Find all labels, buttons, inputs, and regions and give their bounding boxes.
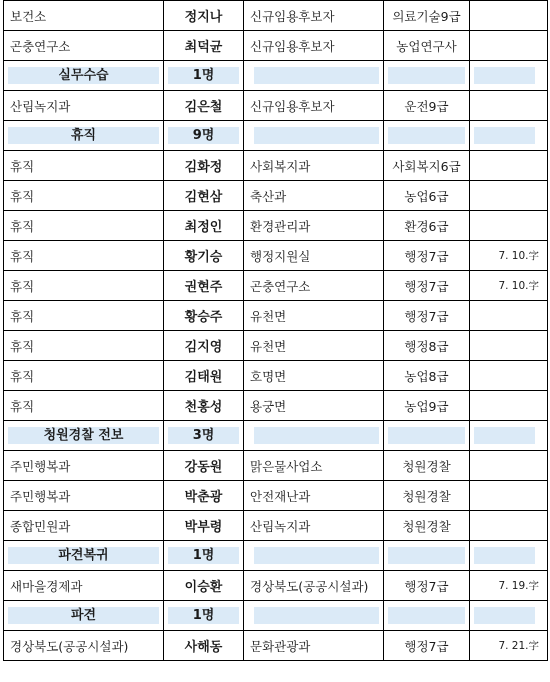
department-cell: 주민행복과 bbox=[4, 481, 164, 511]
section-empty-cell bbox=[474, 547, 535, 564]
grade-cell: 행정7급 bbox=[384, 271, 470, 301]
section-empty-cell bbox=[388, 547, 465, 564]
employee-name-cell: 김지영 bbox=[164, 331, 244, 361]
table-row bbox=[4, 391, 548, 421]
department-cell: 휴직 bbox=[4, 271, 164, 301]
destination-cell: 문화관광과 bbox=[244, 631, 384, 661]
employee-name-cell: 김은철 bbox=[164, 91, 244, 121]
employee-name-cell: 최덕균 bbox=[164, 31, 244, 61]
section-empty-cell-cell bbox=[244, 541, 384, 571]
table-row bbox=[4, 451, 548, 481]
note-cell bbox=[470, 301, 548, 331]
section-empty-cell bbox=[474, 427, 535, 444]
department-cell: 산림녹지과 bbox=[4, 91, 164, 121]
section-title: 청원경찰 전보 bbox=[8, 427, 159, 444]
grade-cell: 행정7급 bbox=[384, 631, 470, 661]
note-cell bbox=[470, 151, 548, 181]
destination-cell: 산림녹지과 bbox=[244, 511, 384, 541]
grade-cell: 운전9급 bbox=[384, 91, 470, 121]
section-empty-cell-cell bbox=[244, 121, 384, 151]
table-row bbox=[4, 271, 548, 301]
section-empty-cell bbox=[254, 67, 379, 84]
section-title: 파견 bbox=[8, 607, 159, 624]
table-row bbox=[4, 181, 548, 211]
destination-cell: 신규임용후보자 bbox=[244, 91, 384, 121]
grade-cell: 청원경찰 bbox=[384, 481, 470, 511]
section-empty-cell bbox=[388, 67, 465, 84]
employee-name-cell: 이승환 bbox=[164, 571, 244, 601]
department-cell: 휴직 bbox=[4, 301, 164, 331]
note-cell: 7. 10.字 bbox=[470, 241, 548, 271]
section-header-row bbox=[4, 541, 548, 571]
table-row bbox=[4, 151, 548, 181]
section-title-cell bbox=[4, 541, 164, 571]
note-cell bbox=[470, 451, 548, 481]
employee-name-cell: 천홍성 bbox=[164, 391, 244, 421]
grade-cell: 행정8급 bbox=[384, 331, 470, 361]
section-empty-cell-cell bbox=[384, 121, 470, 151]
table-row bbox=[4, 301, 548, 331]
note-cell bbox=[470, 1, 548, 31]
section-empty-cell-cell bbox=[384, 421, 470, 451]
table-row bbox=[4, 91, 548, 121]
note-cell bbox=[470, 331, 548, 361]
section-empty-cell-cell bbox=[384, 601, 470, 631]
section-title-cell bbox=[4, 421, 164, 451]
destination-cell: 곤충연구소 bbox=[244, 271, 384, 301]
personnel-table-body bbox=[4, 1, 548, 661]
section-header-row bbox=[4, 421, 548, 451]
section-count: 1명 bbox=[168, 67, 239, 84]
destination-cell: 축산과 bbox=[244, 181, 384, 211]
department-cell: 주민행복과 bbox=[4, 451, 164, 481]
department-cell: 종합민원과 bbox=[4, 511, 164, 541]
table-row bbox=[4, 361, 548, 391]
grade-cell: 사회복지6급 bbox=[384, 151, 470, 181]
destination-cell: 신규임용후보자 bbox=[244, 1, 384, 31]
destination-cell: 행정지원실 bbox=[244, 241, 384, 271]
section-header-row bbox=[4, 61, 548, 91]
grade-cell: 농업연구사 bbox=[384, 31, 470, 61]
department-cell: 경상북도(공공시설과) bbox=[4, 631, 164, 661]
note-cell bbox=[470, 391, 548, 421]
employee-name-cell: 강동원 bbox=[164, 451, 244, 481]
department-cell: 휴직 bbox=[4, 241, 164, 271]
note-cell bbox=[470, 181, 548, 211]
section-empty-cell bbox=[388, 427, 465, 444]
section-count: 9명 bbox=[168, 127, 239, 144]
destination-cell: 용궁면 bbox=[244, 391, 384, 421]
personnel-table bbox=[3, 0, 548, 661]
table-row bbox=[4, 481, 548, 511]
grade-cell: 의료기술9급 bbox=[384, 1, 470, 31]
destination-cell: 사회복지과 bbox=[244, 151, 384, 181]
table-row bbox=[4, 331, 548, 361]
destination-cell: 호명면 bbox=[244, 361, 384, 391]
section-empty-cell-cell bbox=[470, 61, 548, 91]
grade-cell: 청원경찰 bbox=[384, 451, 470, 481]
section-empty-cell bbox=[388, 607, 465, 624]
section-empty-cell-cell bbox=[470, 121, 548, 151]
department-cell: 휴직 bbox=[4, 181, 164, 211]
section-empty-cell-cell bbox=[470, 421, 548, 451]
grade-cell: 행정7급 bbox=[384, 301, 470, 331]
section-count-cell bbox=[164, 421, 244, 451]
employee-name-cell: 최정인 bbox=[164, 211, 244, 241]
section-empty-cell bbox=[254, 607, 379, 624]
destination-cell: 경상북도(공공시설과) bbox=[244, 571, 384, 601]
table-row bbox=[4, 211, 548, 241]
employee-name-cell: 권현주 bbox=[164, 271, 244, 301]
grade-cell: 농업6급 bbox=[384, 181, 470, 211]
section-count-cell bbox=[164, 541, 244, 571]
note-cell bbox=[470, 31, 548, 61]
note-cell bbox=[470, 91, 548, 121]
section-title: 파견복귀 bbox=[8, 547, 159, 564]
section-count: 3명 bbox=[168, 427, 239, 444]
department-cell: 휴직 bbox=[4, 391, 164, 421]
table-row bbox=[4, 631, 548, 661]
section-title: 실무수습 bbox=[8, 67, 159, 84]
destination-cell: 환경관리과 bbox=[244, 211, 384, 241]
destination-cell: 유천면 bbox=[244, 301, 384, 331]
section-empty-cell-cell bbox=[244, 421, 384, 451]
table-row bbox=[4, 1, 548, 31]
note-cell: 7. 21.字 bbox=[470, 631, 548, 661]
table-row bbox=[4, 511, 548, 541]
section-title-cell bbox=[4, 601, 164, 631]
department-cell: 보건소 bbox=[4, 1, 164, 31]
grade-cell: 행정7급 bbox=[384, 241, 470, 271]
table-row bbox=[4, 31, 548, 61]
section-count: 1명 bbox=[168, 607, 239, 624]
section-header-row bbox=[4, 121, 548, 151]
section-empty-cell-cell bbox=[384, 541, 470, 571]
note-cell: 7. 10.字 bbox=[470, 271, 548, 301]
destination-cell: 유천면 bbox=[244, 331, 384, 361]
section-empty-cell-cell bbox=[470, 601, 548, 631]
section-empty-cell bbox=[254, 127, 379, 144]
grade-cell: 농업8급 bbox=[384, 361, 470, 391]
section-empty-cell bbox=[474, 607, 535, 624]
section-empty-cell bbox=[254, 547, 379, 564]
table-row bbox=[4, 571, 548, 601]
department-cell: 곤충연구소 bbox=[4, 31, 164, 61]
employee-name-cell: 김태원 bbox=[164, 361, 244, 391]
destination-cell: 신규임용후보자 bbox=[244, 31, 384, 61]
note-cell bbox=[470, 361, 548, 391]
table-row bbox=[4, 241, 548, 271]
personnel-table-sheet bbox=[3, 0, 547, 661]
section-header-row bbox=[4, 601, 548, 631]
employee-name-cell: 김화정 bbox=[164, 151, 244, 181]
section-empty-cell bbox=[254, 427, 379, 444]
section-empty-cell bbox=[474, 67, 535, 84]
employee-name-cell: 황승주 bbox=[164, 301, 244, 331]
section-count-cell bbox=[164, 601, 244, 631]
grade-cell: 청원경찰 bbox=[384, 511, 470, 541]
section-title: 휴직 bbox=[8, 127, 159, 144]
employee-name-cell: 황기승 bbox=[164, 241, 244, 271]
destination-cell: 안전재난과 bbox=[244, 481, 384, 511]
employee-name-cell: 박춘광 bbox=[164, 481, 244, 511]
section-empty-cell bbox=[388, 127, 465, 144]
department-cell: 새마을경제과 bbox=[4, 571, 164, 601]
section-title-cell bbox=[4, 61, 164, 91]
note-cell bbox=[470, 511, 548, 541]
department-cell: 휴직 bbox=[4, 151, 164, 181]
section-count-cell bbox=[164, 121, 244, 151]
employee-name-cell: 정지나 bbox=[164, 1, 244, 31]
note-cell bbox=[470, 211, 548, 241]
employee-name-cell: 박부령 bbox=[164, 511, 244, 541]
section-empty-cell-cell bbox=[384, 61, 470, 91]
note-cell: 7. 19.字 bbox=[470, 571, 548, 601]
section-empty-cell-cell bbox=[244, 601, 384, 631]
section-count: 1명 bbox=[168, 547, 239, 564]
section-empty-cell bbox=[474, 127, 535, 144]
destination-cell: 맑은물사업소 bbox=[244, 451, 384, 481]
section-title-cell bbox=[4, 121, 164, 151]
grade-cell: 행정7급 bbox=[384, 571, 470, 601]
department-cell: 휴직 bbox=[4, 361, 164, 391]
department-cell: 휴직 bbox=[4, 331, 164, 361]
grade-cell: 환경6급 bbox=[384, 211, 470, 241]
section-count-cell bbox=[164, 61, 244, 91]
employee-name-cell: 김현삼 bbox=[164, 181, 244, 211]
note-cell bbox=[470, 481, 548, 511]
department-cell: 휴직 bbox=[4, 211, 164, 241]
grade-cell: 농업9급 bbox=[384, 391, 470, 421]
section-empty-cell-cell bbox=[244, 61, 384, 91]
section-empty-cell-cell bbox=[470, 541, 548, 571]
employee-name-cell: 사해동 bbox=[164, 631, 244, 661]
